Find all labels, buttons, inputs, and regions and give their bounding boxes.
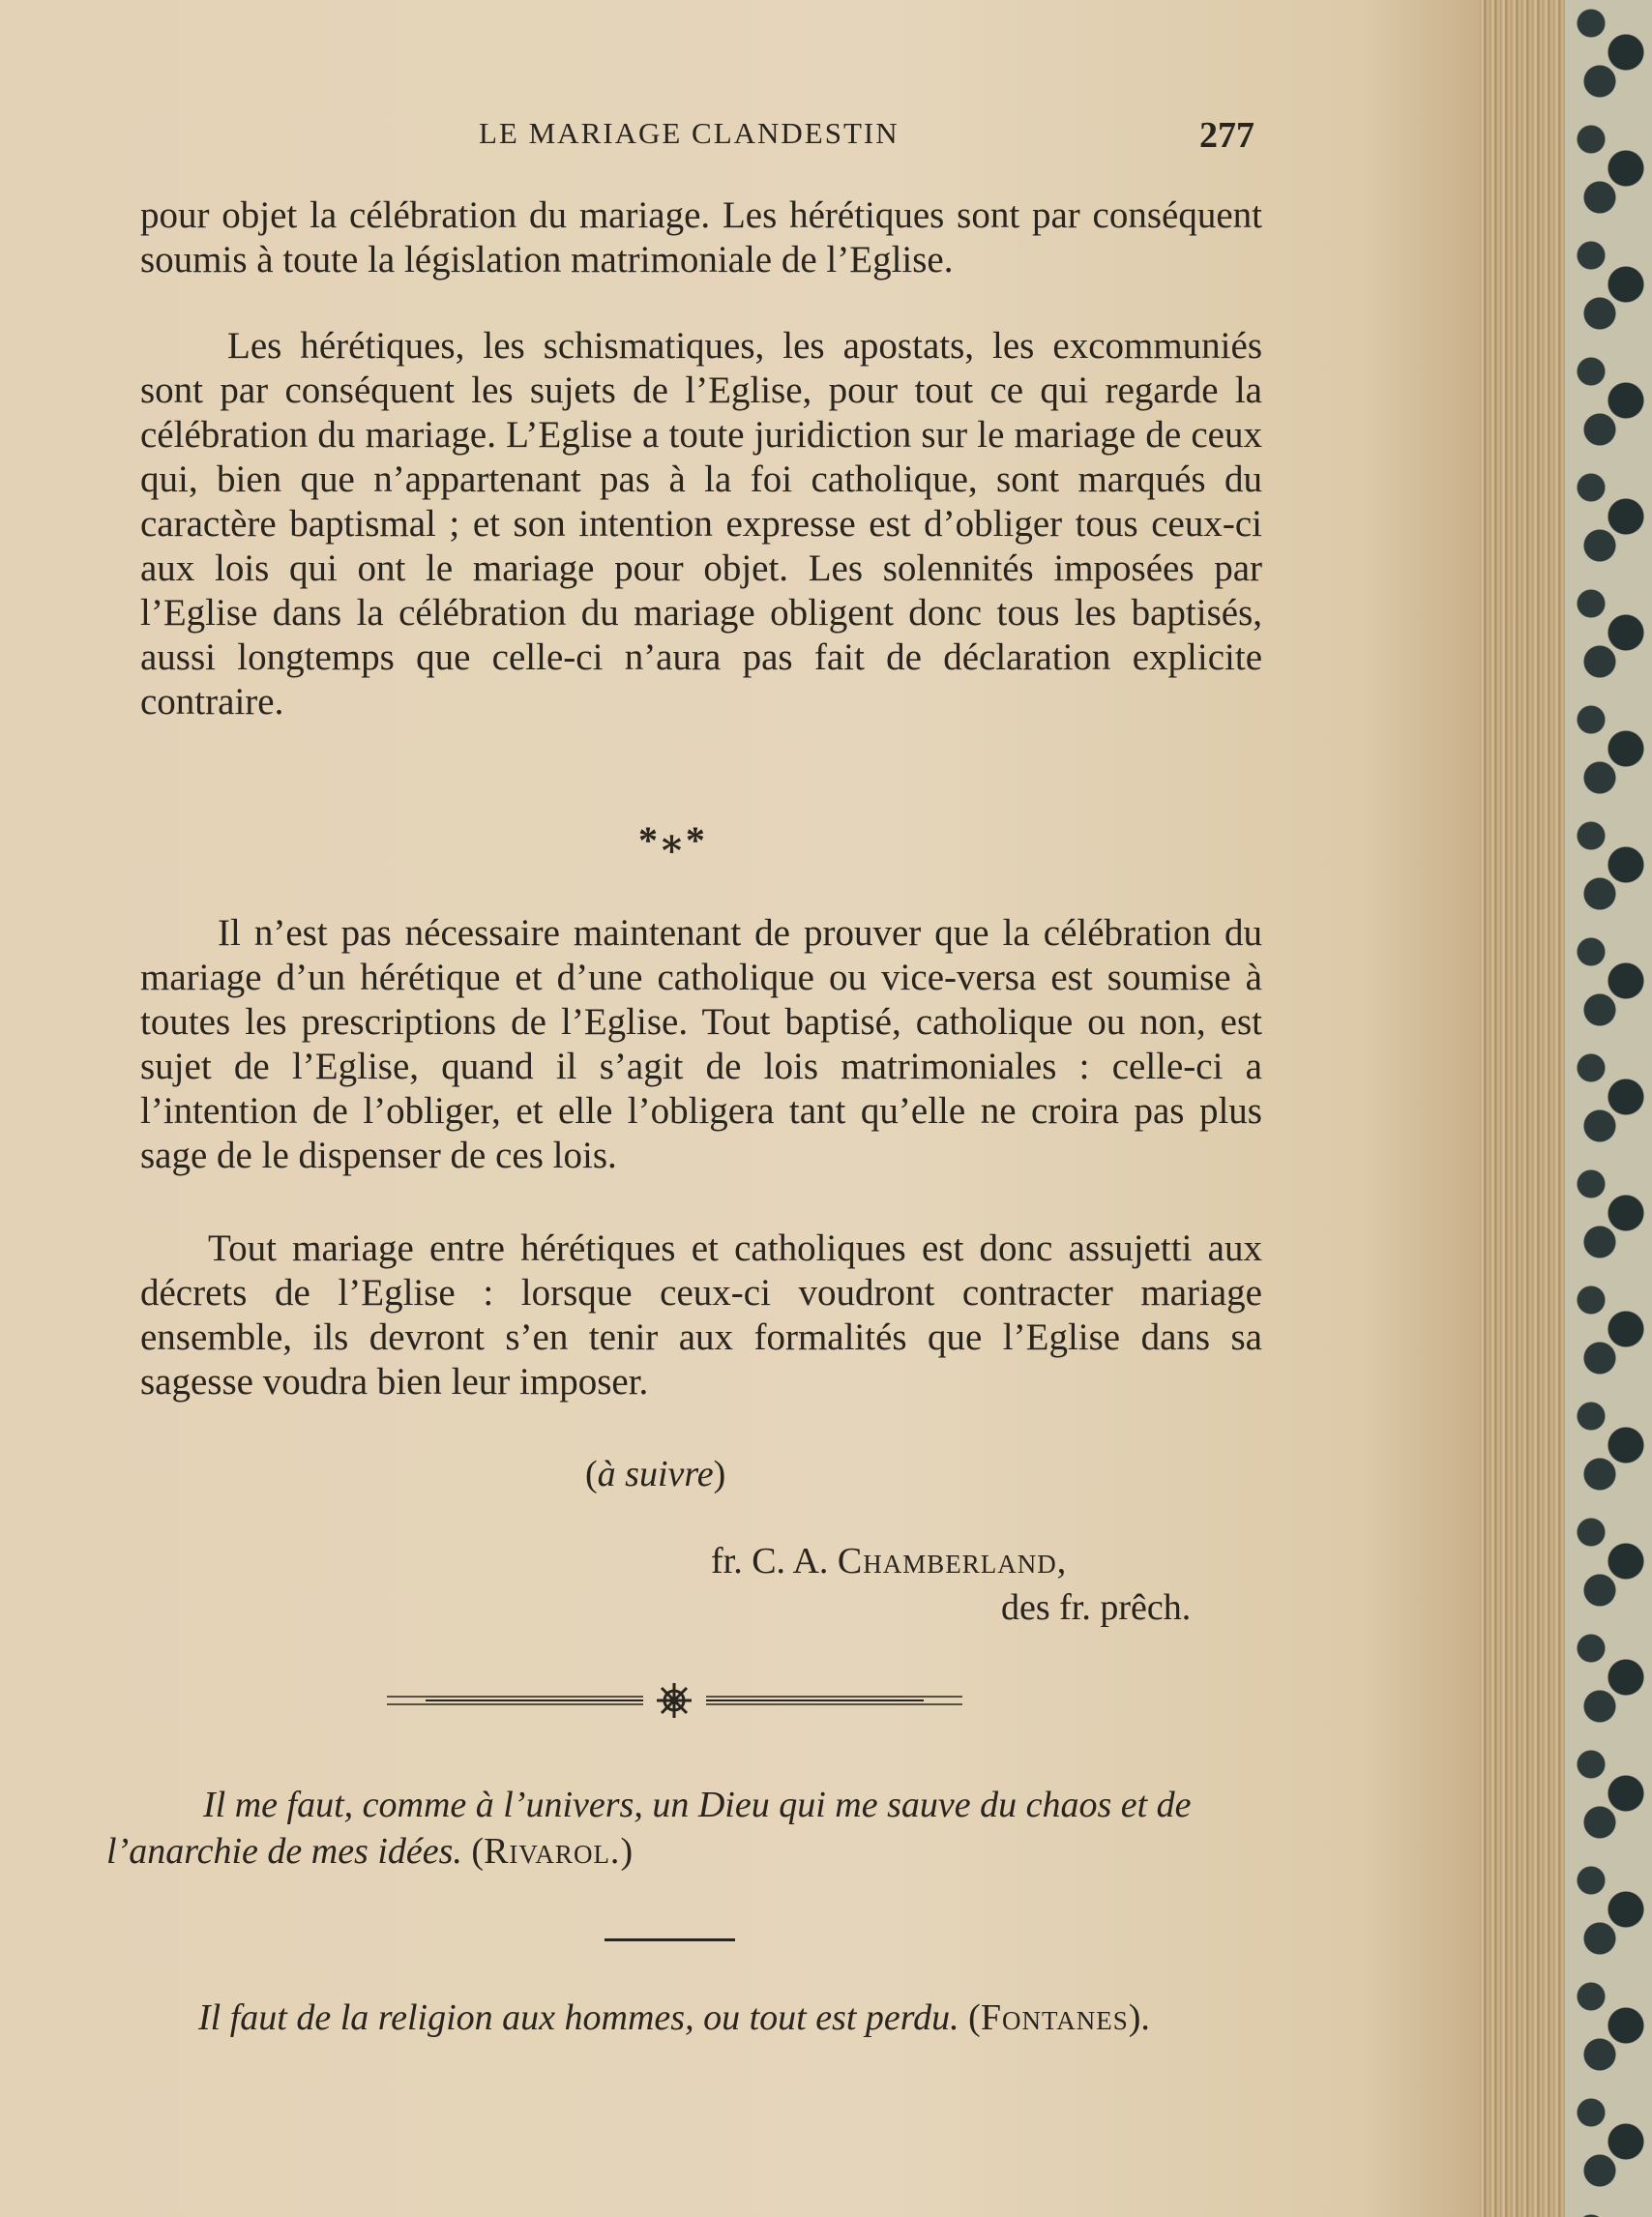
quote-fontanes: [102, 1995, 1257, 2041]
paragraph-3: Il n’est pas nécessaire maintenant de prouver que la célébration du mariage d’un hérétique et d’une catholique ou vice-versa est soumise à toutes les prescriptions de l’Eglise. Tout baptisé, catholique ou non, est sujet de l’Eglise, quand il s’agit de lois matrimoniales : celle-ci a l’intention de l’obliger, et elle l’obligera tant qu’elle ne croira pas plus sage de le dispenser de ces lois.: [140, 912, 1262, 1176]
suivre-text: à suivre: [597, 1454, 714, 1494]
paragraph-1: pour objet la célébration du mariage. Les hérétiques sont par conséquent soumis à toute la législation matrimoniale de l’Eglise.: [140, 194, 1262, 281]
quote-rivarol-author: Rivarol.: [484, 1831, 621, 1872]
quote-fontanes-close: ).: [1128, 1997, 1150, 2038]
divider-rule: [605, 1938, 735, 1941]
quote-fontanes-author: Fontanes: [980, 1997, 1129, 2038]
page-edges: [1480, 0, 1565, 2217]
suivre-close: ): [713, 1454, 726, 1494]
quote-rivarol-text: Il me faut, comme à l’univers, un Dieu qui me sauve du chaos et de l’anarchie de mes idées.: [106, 1785, 1192, 1872]
quote-rivarol-open: (: [461, 1831, 485, 1872]
quote-rivarol-close: ): [620, 1831, 634, 1872]
author-signature: [711, 1540, 1067, 1582]
quote-fontanes-text: Il faut de la religion aux hommes, ou tout est perdu.: [198, 1997, 959, 2038]
marbled-binding: [1565, 0, 1652, 2217]
author-order: des fr. prêch.: [1001, 1587, 1192, 1628]
page-number: 277: [1199, 115, 1254, 156]
paragraph-4: Tout mariage entre hérétiques et catholiques est donc assujetti aux décrets de l’Eglise : lorsque ceux-ci voudront contracter mariage ensemble, ils devront s’en tenir aux formalités que l’Eglise dans sa sagesse voudra bien leur imposer.: [140, 1227, 1262, 1403]
signature-prefix: fr. C. A.: [711, 1541, 838, 1581]
quote-fontanes-open: (: [959, 1997, 981, 2038]
running-title: LE MARIAGE CLANDESTIN: [479, 116, 900, 150]
quote-rivarol: [106, 1782, 1257, 1875]
signature-name: Chamberland,: [837, 1541, 1068, 1581]
decorative-ornament: [387, 1681, 962, 1720]
paragraph-2: Les hérétiques, les schismatiques, les apostats, les excommuniés sont par conséquent les sujets de l’Eglise, pour tout ce qui regarde la célébration du mariage. L’Eglise a toute juridiction sur le mariage de ceux qui, bien que n’appartenant pas à la foi catholique, sont marqués du caractère baptismal ; et son intention expresse est d’obliger tous ceux-ci aux lois qui ont le mariage pour objet. Les solennités imposées par l’Eglise dans la célébration du mariage obligent donc tous les baptisés, aussi longtemps que celle-ci n’aura pas fait de déclaration explicite contraire.: [140, 325, 1262, 723]
suivre-open: (: [585, 1454, 598, 1494]
to-be-continued: [585, 1453, 725, 1495]
section-break-asterisks: *⁎*: [638, 818, 709, 862]
